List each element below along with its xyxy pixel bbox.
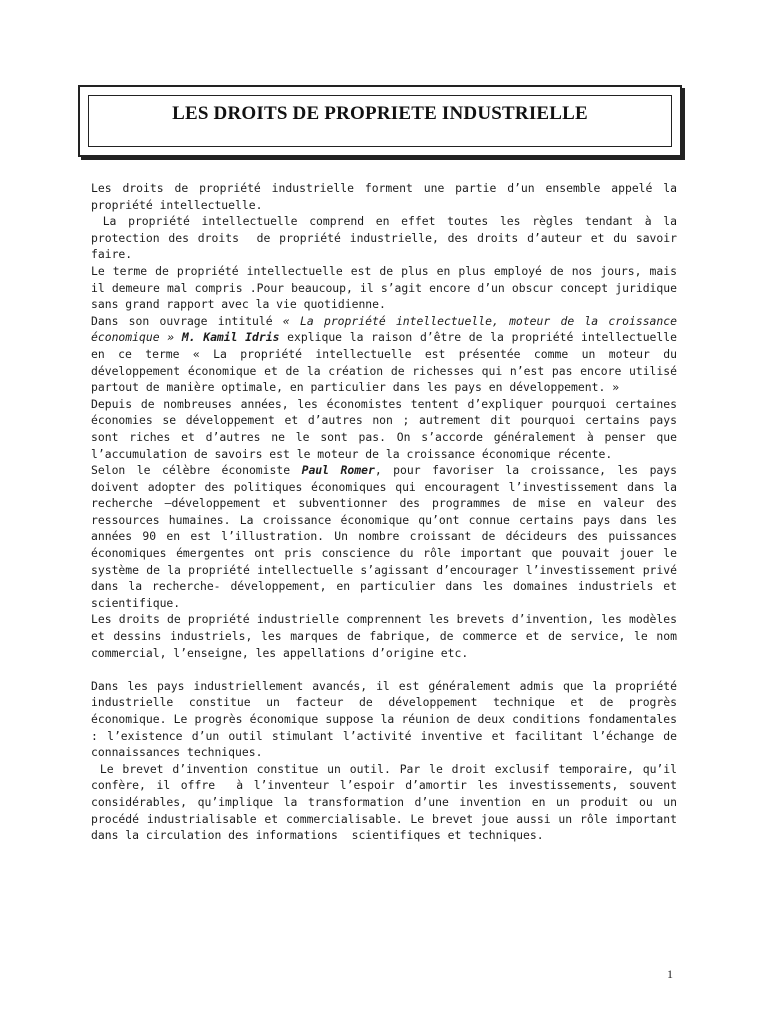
paragraph-4-rest: explique la raison d’être de la propriété intellectuelle en ce terme « La propriété intellectuelle est présentée comme un moteur du développement économique et de la création de richesses qui n’est pas encore utilisé partout de manière optimale, en particulier dans les pays en développement. » (91, 330, 677, 395)
paragraph-8: Dans les pays industriellement avancés, il est généralement admis que la propriété industrielle constitue un facteur de développement technique et de progrès économique. Le progrès économique suppose la réunion de deux conditions fondamentales : l’existence d’un outil stimulant l’activité inventive et facilitant l’échange de connaissances techniques. (91, 678, 677, 760)
paragraph-7: Les droits de propriété industrielle comprennent les brevets d’invention, les modèles et dessins industriels, les marques de fabrique, de commerce et de service, le nom commercial, l’enseigne, les appellations d’origine etc. (91, 612, 677, 660)
author-kamil-idris: M. Kamil Idris (181, 330, 280, 345)
paragraph-4-intro: Dans son ouvrage intitulé (91, 313, 283, 328)
paragraph-4-space (174, 330, 182, 344)
paragraph-6 (91, 462, 677, 611)
paragraph-gap (91, 661, 677, 678)
paragraph-4 (91, 313, 677, 396)
paragraph-6-intro: Selon le célèbre économiste (91, 463, 302, 478)
paragraph-2: La propriété intellectuelle comprend en effet toutes les règles tendant à la protection des droits de propriété industrielle, des droits d’auteur et du savoir faire. (91, 214, 684, 262)
paragraph-5: Depuis de nombreuses années, les économistes tentent d’expliquer pourquoi certaines économies se développement et d’autres non ; autrement dit pourquoi certains pays sont riches et d’autres ne le sont pas. On s’accorde généralement à penser que l’accumulation de savoirs est le moteur de la croissance économique récente. (91, 396, 677, 461)
document-body (91, 180, 684, 844)
title-box (78, 85, 682, 157)
paragraph-6-rest: , pour favoriser la croissance, les pays doivent adopter des politiques économiques qui encouragent l’investissement dans la recherche –développement et subventionner des programmes de mise en valeur des ressources humaines. La croissance économique qu’ont connue certains pays dans les années 90 en est l’illustration. Un nombre croissant de décideurs des puissances économiques émergentes ont pris conscience du rôle important que pouvait jouer le système de la propriété intellectuelle s’agissant d’encourager l’investissement privé dans la recherche- développement, en particulier dans les domaines industriels et scientifique. (91, 463, 677, 610)
document-title: LES DROITS DE PROPRIETE INDUSTRIELLE (172, 103, 588, 124)
paragraph-9: Le brevet d’invention constitue un outil. Par le droit exclusif temporaire, qu’il confère, il offre à l’inventeur l’espoir d’amortir les investissements, souvent considérables, qu’implique la transformation d’une invention en un produit ou un procédé industrialisable et commercialisable. Le brevet joue aussi un rôle important dans la circulation des informations scientifiques et techniques. (91, 761, 684, 843)
page-number: 1 (667, 967, 673, 981)
author-paul-romer: Paul Romer (301, 463, 375, 478)
book-title: « La propriété intellectuelle, moteur de la croissance économique » (91, 313, 677, 345)
paragraph-3: Le terme de propriété intellectuelle est de plus en plus employé de nos jours, mais il demeure mal compris .Pour beaucoup, il s’agit encore d’un obscur concept juridique sans grand rapport avec la vie quotidienne. (91, 263, 677, 312)
paragraph-1: Les droits de propriété industrielle forment une partie d’un ensemble appelé la propriété intellectuelle. (91, 181, 677, 212)
